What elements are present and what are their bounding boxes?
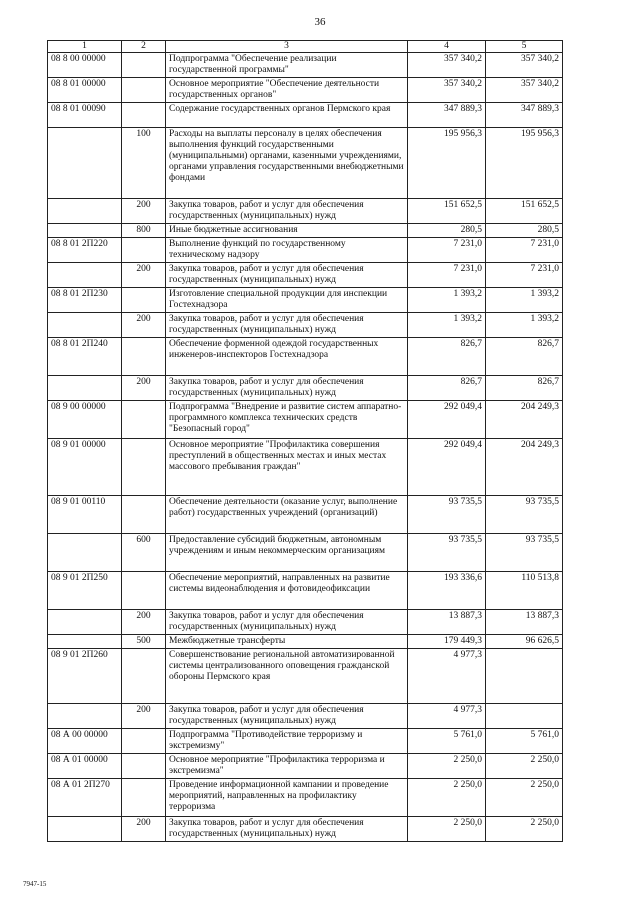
column-header: 4	[408, 41, 486, 53]
row-expense-type	[122, 238, 166, 263]
column-header: 1	[48, 41, 122, 53]
table-row	[48, 238, 563, 263]
row-expense-type	[122, 288, 166, 313]
row-name: Выполнение функций по государственному техническому надзору	[166, 238, 408, 263]
row-code: 08 9 00 00000	[48, 401, 122, 439]
table-row	[48, 288, 563, 313]
row-code	[48, 128, 122, 199]
row-code: 08 8 01 2П240	[48, 338, 122, 376]
row-amount-col4: 2 250,0	[408, 754, 486, 779]
row-amount-col4: 193 336,6	[408, 572, 486, 610]
row-code: 08 8 01 2П220	[48, 238, 122, 263]
table-row	[48, 635, 563, 649]
row-expense-type	[122, 103, 166, 128]
row-amount-col5: 7 231,0	[486, 238, 563, 263]
row-amount-col5: 151 652,5	[486, 199, 563, 224]
row-expense-type	[122, 439, 166, 496]
row-amount-col4: 4 977,3	[408, 649, 486, 704]
row-amount-col4: 357 340,2	[408, 53, 486, 78]
table-row	[48, 754, 563, 779]
row-expense-type: 200	[122, 376, 166, 401]
table-row	[48, 572, 563, 610]
row-code	[48, 534, 122, 572]
row-amount-col5: 826,7	[486, 376, 563, 401]
row-code	[48, 313, 122, 338]
row-expense-type: 200	[122, 263, 166, 288]
row-amount-col5	[486, 704, 563, 729]
row-amount-col4: 280,5	[408, 224, 486, 238]
row-expense-type: 200	[122, 313, 166, 338]
row-amount-col5: 2 250,0	[486, 779, 563, 817]
row-amount-col4: 1 393,2	[408, 313, 486, 338]
row-expense-type: 200	[122, 817, 166, 842]
row-expense-type: 100	[122, 128, 166, 199]
row-code	[48, 199, 122, 224]
row-expense-type	[122, 754, 166, 779]
row-amount-col5: 1 393,2	[486, 288, 563, 313]
column-header: 2	[122, 41, 166, 53]
table-row	[48, 199, 563, 224]
row-name: Совершенствование региональной автоматизированной системы централизованного оповещения гражданской обороны Пермского края	[166, 649, 408, 704]
table-row	[48, 78, 563, 103]
row-code	[48, 263, 122, 288]
column-header: 3	[166, 41, 408, 53]
row-name: Обеспечение форменной одеждой государственных инженеров-инспекторов Гостехнадзора	[166, 338, 408, 376]
row-name: Иные бюджетные ассигнования	[166, 224, 408, 238]
row-code: 08 А 00 00000	[48, 729, 122, 754]
row-expense-type	[122, 572, 166, 610]
row-amount-col4: 151 652,5	[408, 199, 486, 224]
row-expense-type: 800	[122, 224, 166, 238]
row-name: Закупка товаров, работ и услуг для обеспечения государственных (муниципальных) нужд	[166, 376, 408, 401]
row-amount-col5: 13 887,3	[486, 610, 563, 635]
row-code: 08 8 01 2П230	[48, 288, 122, 313]
row-expense-type: 200	[122, 199, 166, 224]
table-row	[48, 817, 563, 842]
table-row	[48, 704, 563, 729]
row-amount-col4: 292 049,4	[408, 439, 486, 496]
row-code: 08 А 01 00000	[48, 754, 122, 779]
row-amount-col4: 292 049,4	[408, 401, 486, 439]
table-row	[48, 263, 563, 288]
row-expense-type: 200	[122, 704, 166, 729]
table-row	[48, 649, 563, 704]
row-name: Основное мероприятие "Профилактика терроризма и экстремизма"	[166, 754, 408, 779]
row-name: Закупка товаров, работ и услуг для обеспечения государственных (муниципальных) нужд	[166, 817, 408, 842]
row-name: Предоставление субсидий бюджетным, автономным учреждениям и иным некоммерческим организациям	[166, 534, 408, 572]
table-row	[48, 439, 563, 496]
row-amount-col5: 195 956,3	[486, 128, 563, 199]
row-name: Основное мероприятие "Профилактика совершения преступлений в общественных местах и иных местах массового пребывания граждан"	[166, 439, 408, 496]
table-row	[48, 224, 563, 238]
table-header-row	[48, 41, 563, 53]
row-code	[48, 704, 122, 729]
row-amount-col5: 2 250,0	[486, 817, 563, 842]
table-row	[48, 729, 563, 754]
row-expense-type: 600	[122, 534, 166, 572]
table-row	[48, 313, 563, 338]
column-header: 5	[486, 41, 563, 53]
table-row	[48, 53, 563, 78]
row-expense-type	[122, 729, 166, 754]
row-amount-col4: 179 449,3	[408, 635, 486, 649]
row-code	[48, 610, 122, 635]
row-amount-col4: 826,7	[408, 338, 486, 376]
row-name: Основное мероприятие "Обеспечение деятельности государственных органов"	[166, 78, 408, 103]
row-amount-col4: 13 887,3	[408, 610, 486, 635]
row-name: Закупка товаров, работ и услуг для обеспечения государственных (муниципальных) нужд	[166, 704, 408, 729]
row-amount-col4: 93 735,5	[408, 496, 486, 534]
table-row	[48, 496, 563, 534]
row-amount-col5: 357 340,2	[486, 53, 563, 78]
row-code	[48, 376, 122, 401]
row-amount-col4: 93 735,5	[408, 534, 486, 572]
row-amount-col4: 4 977,3	[408, 704, 486, 729]
row-name: Изготовление специальной продукции для инспекции Гостехнадзора	[166, 288, 408, 313]
table-row	[48, 534, 563, 572]
row-name: Проведение информационной кампании и проведение мероприятий, направленных на профилактику терроризма	[166, 779, 408, 817]
row-expense-type	[122, 649, 166, 704]
row-amount-col4: 2 250,0	[408, 817, 486, 842]
row-name: Подпрограмма "Противодействие терроризму и экстремизму"	[166, 729, 408, 754]
table-row	[48, 779, 563, 817]
row-amount-col5: 93 735,5	[486, 534, 563, 572]
row-expense-type: 500	[122, 635, 166, 649]
row-code: 08 8 01 00090	[48, 103, 122, 128]
row-amount-col4: 7 231,0	[408, 263, 486, 288]
row-amount-col5	[486, 649, 563, 704]
row-name: Подпрограмма "Обеспечение реализации государственной программы"	[166, 53, 408, 78]
row-amount-col5: 5 761,0	[486, 729, 563, 754]
row-expense-type	[122, 401, 166, 439]
page-number: 36	[314, 16, 326, 28]
row-amount-col5: 2 250,0	[486, 754, 563, 779]
row-code: 08 9 01 00000	[48, 439, 122, 496]
row-expense-type	[122, 779, 166, 817]
row-name: Межбюджетные трансферты	[166, 635, 408, 649]
row-amount-col5: 204 249,3	[486, 401, 563, 439]
row-amount-col5: 1 393,2	[486, 313, 563, 338]
row-expense-type	[122, 78, 166, 103]
row-name: Обеспечение мероприятий, направленных на развитие системы видеонаблюдения и фотовидеофиксации	[166, 572, 408, 610]
row-amount-col4: 7 231,0	[408, 238, 486, 263]
row-amount-col5: 357 340,2	[486, 78, 563, 103]
row-amount-col5: 110 513,8	[486, 572, 563, 610]
table-row	[48, 128, 563, 199]
row-amount-col4: 2 250,0	[408, 779, 486, 817]
table-row	[48, 103, 563, 128]
table-row	[48, 401, 563, 439]
row-amount-col5: 7 231,0	[486, 263, 563, 288]
row-amount-col5: 347 889,3	[486, 103, 563, 128]
footer-code: 7947-15	[23, 880, 47, 888]
row-name: Закупка товаров, работ и услуг для обеспечения государственных (муниципальных) нужд	[166, 610, 408, 635]
row-amount-col4: 195 956,3	[408, 128, 486, 199]
row-code	[48, 635, 122, 649]
table-row	[48, 376, 563, 401]
row-amount-col5: 96 626,5	[486, 635, 563, 649]
row-name: Обеспечение деятельности (оказание услуг, выполнение работ) государственных учреждений (организаций)	[166, 496, 408, 534]
row-amount-col5: 93 735,5	[486, 496, 563, 534]
row-amount-col4: 826,7	[408, 376, 486, 401]
row-name: Закупка товаров, работ и услуг для обеспечения государственных (муниципальных) нужд	[166, 313, 408, 338]
row-amount-col5: 826,7	[486, 338, 563, 376]
row-code	[48, 224, 122, 238]
row-code: 08 9 01 2П250	[48, 572, 122, 610]
row-name: Расходы на выплаты персоналу в целях обеспечения выполнения функций государственными (муниципальными) органами, казенными учреждениями, органами управления государственными внебюджетными фондами	[166, 128, 408, 199]
row-code: 08 8 01 00000	[48, 78, 122, 103]
row-name: Содержание государственных органов Пермского края	[166, 103, 408, 128]
row-code: 08 А 01 2П270	[48, 779, 122, 817]
row-name: Закупка товаров, работ и услуг для обеспечения государственных (муниципальных) нужд	[166, 199, 408, 224]
row-expense-type: 200	[122, 610, 166, 635]
row-amount-col4: 5 761,0	[408, 729, 486, 754]
row-expense-type	[122, 338, 166, 376]
row-code: 08 8 00 00000	[48, 53, 122, 78]
row-name: Закупка товаров, работ и услуг для обеспечения государственных (муниципальных) нужд	[166, 263, 408, 288]
row-code: 08 9 01 2П260	[48, 649, 122, 704]
row-amount-col5: 204 249,3	[486, 439, 563, 496]
row-code	[48, 817, 122, 842]
row-amount-col4: 1 393,2	[408, 288, 486, 313]
row-code: 08 9 01 00110	[48, 496, 122, 534]
row-amount-col4: 347 889,3	[408, 103, 486, 128]
row-amount-col4: 357 340,2	[408, 78, 486, 103]
row-amount-col5: 280,5	[486, 224, 563, 238]
row-expense-type	[122, 53, 166, 78]
row-name: Подпрограмма "Внедрение и развитие систем аппаратно-программного комплекса технических средств "Безопасный город"	[166, 401, 408, 439]
table-row	[48, 610, 563, 635]
budget-table	[47, 40, 563, 842]
row-expense-type	[122, 496, 166, 534]
table-row	[48, 338, 563, 376]
